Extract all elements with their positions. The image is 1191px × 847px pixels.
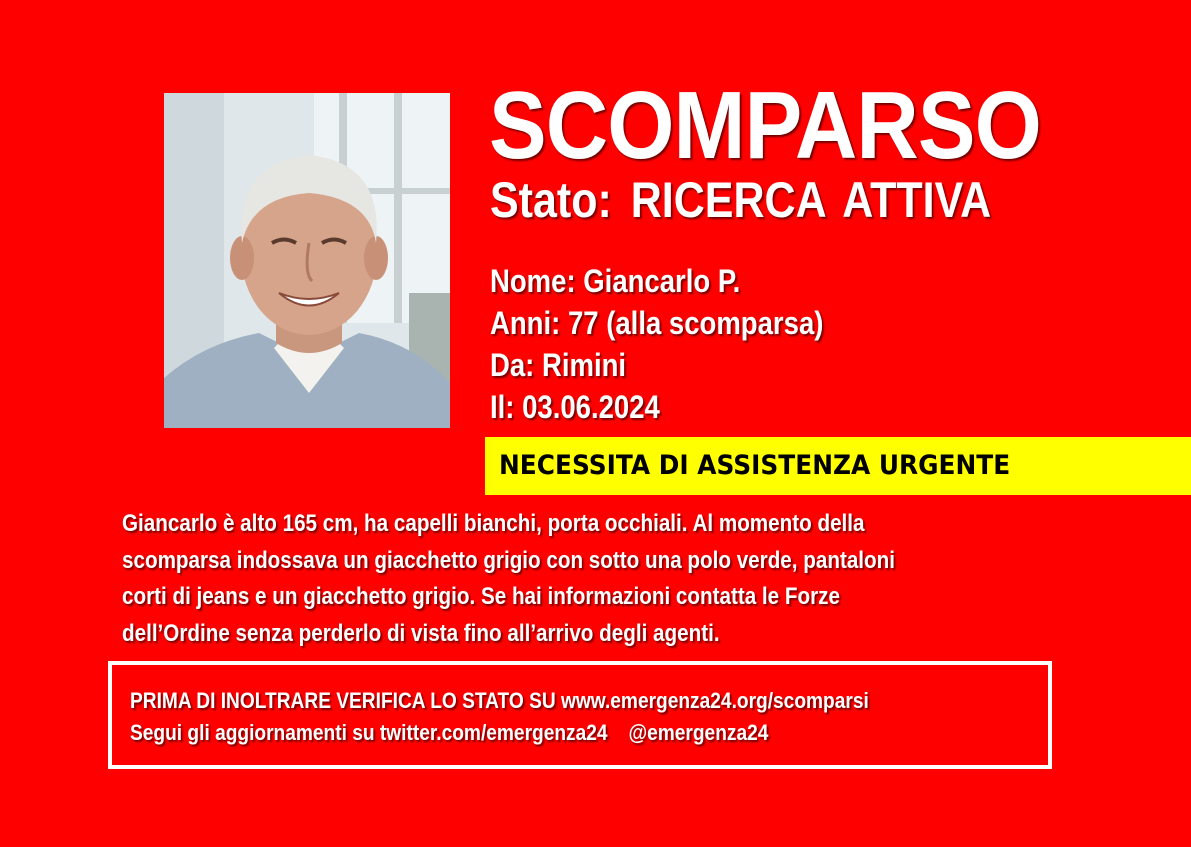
urgent-assistance-banner	[485, 437, 1191, 495]
urgent-banner-text: NECESSITA DI ASSISTENZA URGENTE	[499, 450, 1011, 481]
person-photo	[164, 93, 450, 428]
description-line: Giancarlo è alto 165 cm, ha capelli bianchi, porta occhiali. Al momento della	[122, 510, 865, 537]
detail-origin: Da: Rimini	[490, 347, 627, 383]
status-value: RICERCA ATTIVA	[630, 172, 992, 228]
status-label: Stato:	[490, 172, 612, 228]
person-description	[122, 506, 895, 652]
search-status	[490, 170, 991, 230]
twitter-handle: @emergenza24	[628, 720, 769, 745]
verify-status-line: PRIMA DI INOLTRARE VERIFICA LO STATO SU www.emergenza24.org/scomparsi	[130, 688, 869, 713]
description-line: scomparsa indossava un giacchetto grigio con sotto una polo verde, pantaloni	[122, 546, 895, 574]
person-details	[490, 260, 823, 428]
detail-name: Nome: Giancarlo P.	[490, 263, 741, 299]
detail-age: Anni: 77 (alla scomparsa)	[490, 305, 824, 341]
poster-title: SCOMPARSO	[489, 72, 1041, 179]
detail-date: Il: 03.06.2024	[490, 389, 660, 425]
follow-updates-text: Segui gli aggiornamenti su twitter.com/emergenza24	[130, 720, 608, 745]
footer-info	[130, 685, 869, 749]
description-line: corti di jeans e un giacchetto grigio. Se hai informazioni contatta le Forze	[122, 583, 840, 610]
description-line: dell’Ordine senza perderlo di vista fino all’arrivo degli agenti.	[122, 619, 720, 647]
follow-updates-line	[130, 717, 869, 749]
